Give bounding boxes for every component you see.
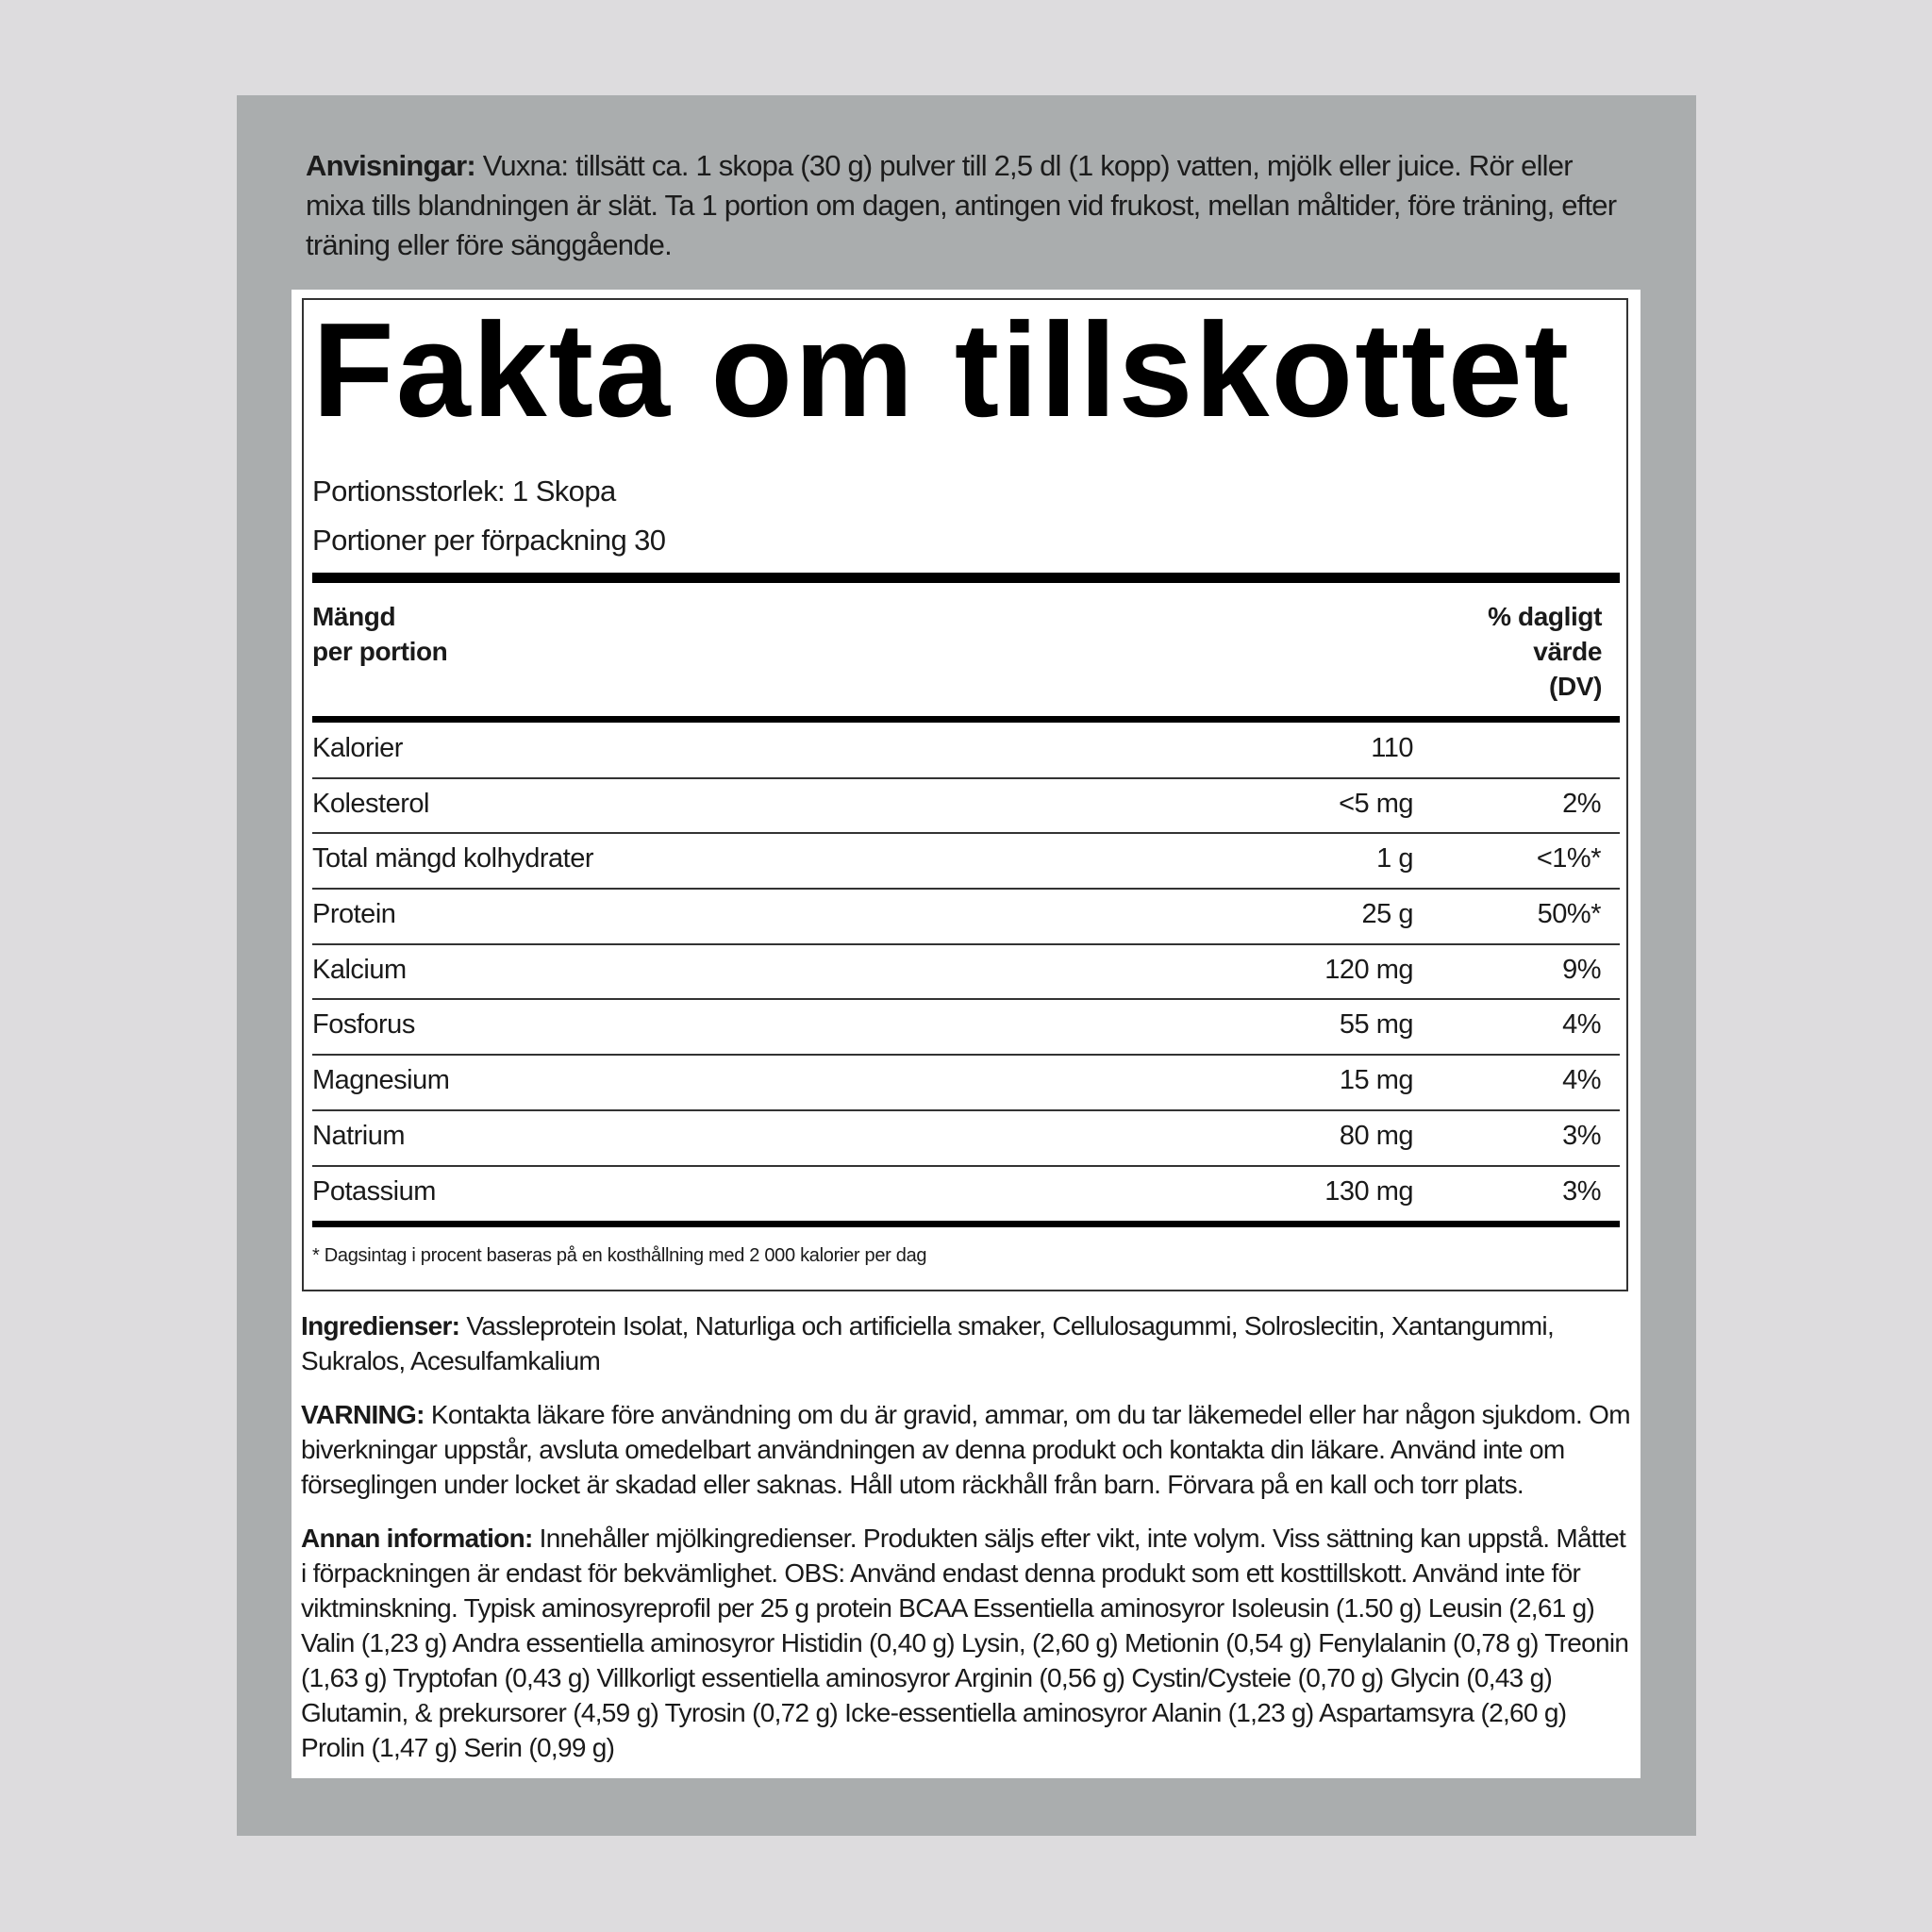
nutrient-dv: 3% <box>1562 1175 1601 1207</box>
nutrient-name: Kalorier <box>312 733 403 763</box>
nutrient-name: Protein <box>312 899 396 930</box>
header-amount-line1: Mängd <box>312 602 396 631</box>
nutrient-dv: 2% <box>1562 788 1601 819</box>
nutrient-amount: 80 mg <box>1339 1120 1413 1151</box>
nutrient-name: Potassium <box>312 1175 436 1207</box>
warning-body: Kontakta läkare före användning om du är gravid, ammar, om du tar läkemedel eller har någon sjukdom. Om biverkningar uppstår, avsluta omedelbart användningen av denna produkt och kontakta din läkare. Använd inte om förseglingen under locket är skadad eller saknas. Håll utom räckhåll från barn. Förvara på en kall och torr plats. <box>301 1400 1630 1499</box>
nutrient-name: Total mängd kolhydrater <box>312 843 593 874</box>
nutrient-dv: <1%* <box>1536 843 1601 874</box>
nutrient-name: Magnesium <box>312 1065 450 1096</box>
nutrient-name: Kolesterol <box>312 788 429 819</box>
nutrient-row <box>312 779 1620 835</box>
nutrient-amount: 120 mg <box>1324 954 1413 985</box>
ingredients-label: Ingredienser: <box>301 1311 460 1341</box>
nutrient-dv: 3% <box>1562 1120 1601 1151</box>
nutrient-table <box>312 724 1620 1222</box>
dv-footnote: * Dagsintag i procent baseras på en kosthållning med 2 000 kalorier per dag <box>312 1245 927 1266</box>
directions-body: Vuxna: tillsätt ca. 1 skopa (30 g) pulver till 2,5 dl (1 kopp) vatten, mjölk eller juice. Rör eller mixa tills blandningen är slät. Ta 1 portion om dagen, antingen vid frukost, mellan måltider, före träning, efter träning eller före sänggående. <box>306 149 1617 261</box>
header-dv-line2: värde <box>1533 637 1602 666</box>
nutrient-row <box>312 1056 1620 1111</box>
ingredients-body: Vassleprotein Isolat, Naturliga och artificiella smaker, Cellulosagummi, Solroslecitin, Xantangummi, Sukralos, Acesulfamkalium <box>301 1311 1555 1375</box>
header-dv-line1: % dagligt <box>1488 602 1602 631</box>
header-amount <box>312 599 447 669</box>
nutrient-amount: 110 <box>1371 733 1413 763</box>
thick-divider <box>312 573 1620 583</box>
nutrient-amount: 130 mg <box>1324 1175 1413 1207</box>
nutrient-row <box>312 1000 1620 1056</box>
header-dv-line3: (DV) <box>1549 672 1602 701</box>
directions-label: Anvisningar: <box>306 149 475 182</box>
serving-size: Portionsstorlek: 1 Skopa <box>312 475 616 508</box>
directions-text <box>306 146 1626 265</box>
nutrient-row <box>312 890 1620 945</box>
nutrient-dv: 9% <box>1562 954 1601 985</box>
nutrient-name: Fosforus <box>312 1009 415 1041</box>
other-information-text <box>301 1521 1631 1765</box>
other-information-body: Innehåller mjölkingredienser. Produkten säljs efter vikt, inte volym. Viss sättning kan uppstå. Måttet i förpackningen är endast för bekvämlighet. OBS: Använd endast denna produkt som ett kosttillskott. Använd inte för viktminskning. Typisk aminosyreprofil per 25 g protein BCAA Essentiella aminosyror Isoleusin (1.50 g) Leusin (2,61 g) Valin (1,23 g) Andra essentiella aminosyror Histidin (0,40 g) Lysin, (2,60 g) Metionin (0,54 g) Fenylalanin (0,78 g) Treonin (1,63 g) Tryptofan (0,43 g) Villkorligt essentiella aminosyror Arginin (0,56 g) Cystin/Cysteie (0,70 g) Glycin (0,43 g) Glutamin, & prekursorer (4,59 g) Tyrosin (0,72 g) Icke-essentiella aminosyror Alanin (1,23 g) Aspartamsyra (2,60 g) Prolin (1,47 g) Serin (0,99 g) <box>301 1524 1629 1762</box>
nutrient-amount: 55 mg <box>1339 1009 1413 1041</box>
header-amount-line2: per portion <box>312 637 448 666</box>
ingredients-text <box>301 1308 1631 1378</box>
nutrient-row <box>312 1111 1620 1167</box>
bottom-divider <box>312 1221 1620 1227</box>
nutrient-name: Kalcium <box>312 954 407 985</box>
header-daily-value <box>1488 599 1602 704</box>
nutrient-row <box>312 724 1620 779</box>
nutrient-row <box>312 1167 1620 1223</box>
nutrient-dv: 50%* <box>1537 899 1601 930</box>
nutrient-amount: 25 g <box>1361 899 1413 930</box>
nutrient-name: Natrium <box>312 1120 406 1151</box>
warning-text <box>301 1397 1631 1502</box>
nutrient-amount: 1 g <box>1376 843 1413 874</box>
nutrient-amount: <5 mg <box>1339 788 1413 819</box>
warning-label: VARNING: <box>301 1400 425 1429</box>
nutrient-row <box>312 834 1620 890</box>
servings-per-container: Portioner per förpackning 30 <box>312 524 666 557</box>
nutrient-dv: 4% <box>1562 1009 1601 1041</box>
medium-divider <box>312 716 1620 723</box>
nutrient-amount: 15 mg <box>1339 1065 1413 1096</box>
nutrient-row <box>312 945 1620 1001</box>
nutrient-dv: 4% <box>1562 1065 1601 1096</box>
facts-title: Fakta om tillskottet <box>312 295 1572 445</box>
other-information-label: Annan information: <box>301 1524 533 1553</box>
